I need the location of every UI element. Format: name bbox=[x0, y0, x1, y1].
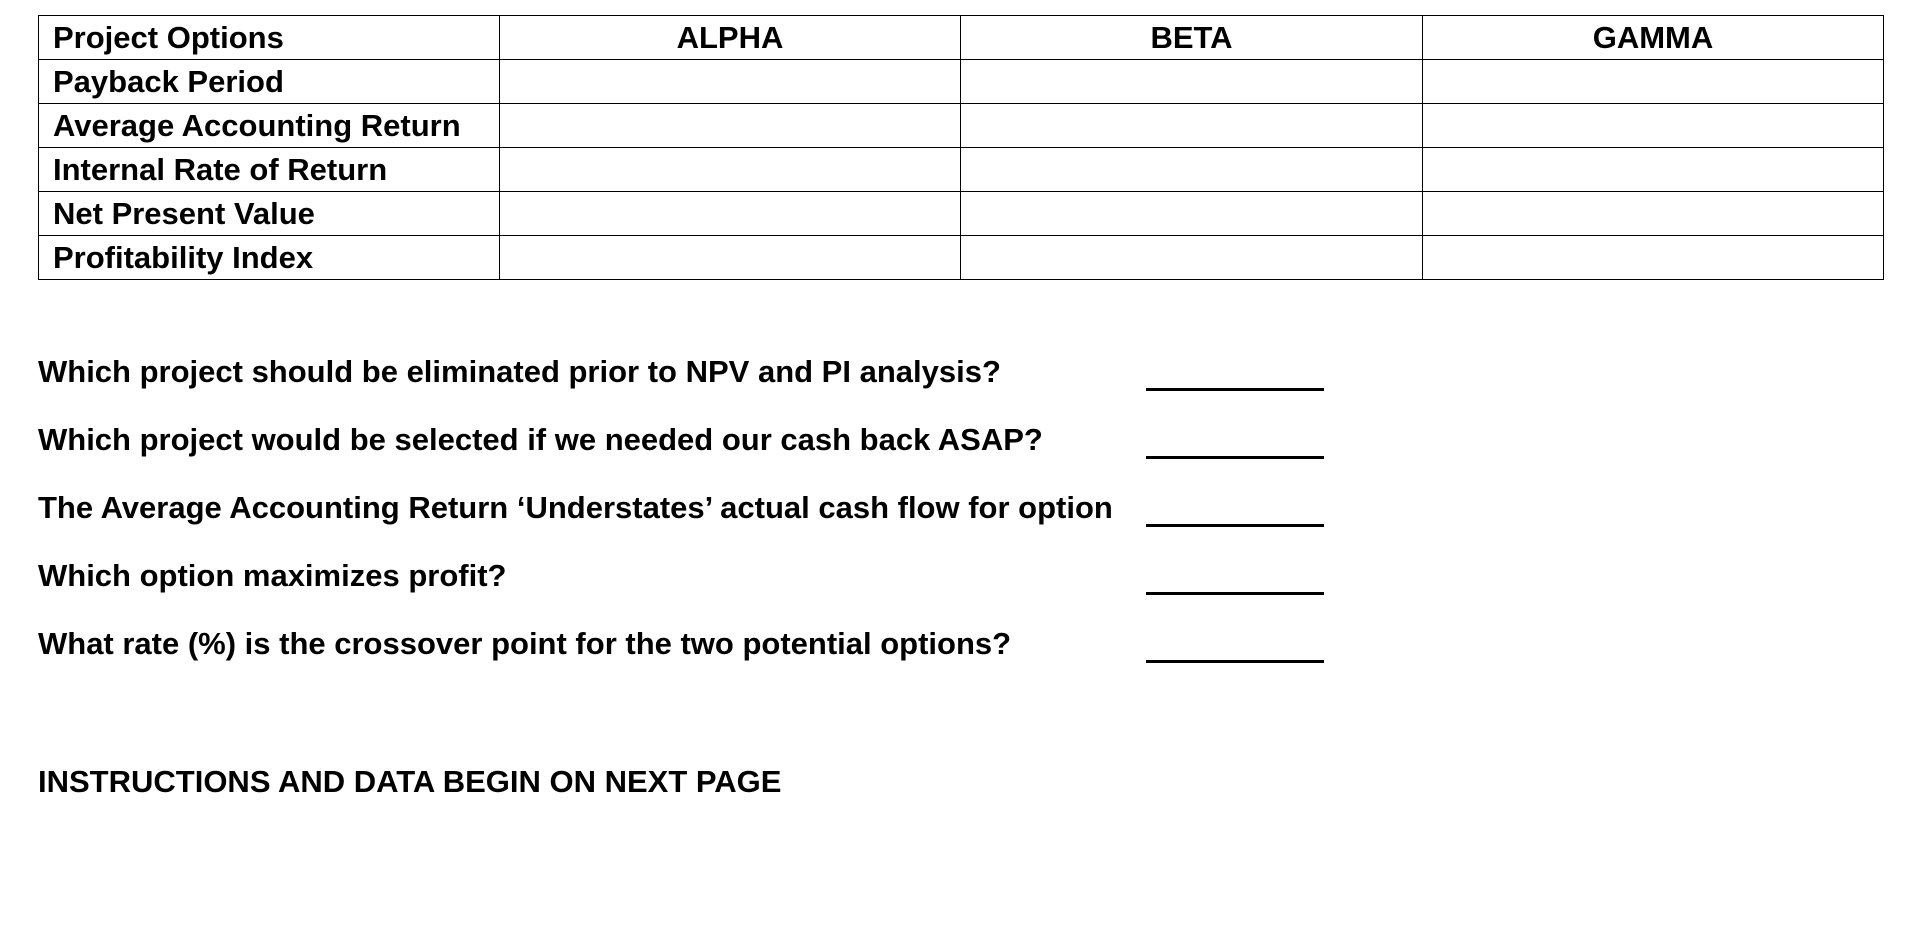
cell-beta-net-present-value[interactable] bbox=[961, 192, 1423, 236]
header-project-options: Project Options bbox=[39, 16, 500, 60]
cell-alpha-profitability-index[interactable] bbox=[500, 236, 961, 280]
question-item bbox=[38, 488, 1338, 556]
cell-alpha-payback-period[interactable] bbox=[500, 60, 961, 104]
cell-beta-profitability-index[interactable] bbox=[961, 236, 1423, 280]
table-row bbox=[39, 60, 1884, 104]
question-text: Which project would be selected if we needed our cash back ASAP? bbox=[38, 422, 1043, 457]
answer-blank[interactable] bbox=[1146, 660, 1324, 663]
cell-gamma-net-present-value[interactable] bbox=[1423, 192, 1884, 236]
row-label-average-accounting-return: Average Accounting Return bbox=[39, 104, 500, 148]
question-item bbox=[38, 556, 1338, 624]
answer-blank[interactable] bbox=[1146, 456, 1324, 459]
cell-gamma-average-accounting-return[interactable] bbox=[1423, 104, 1884, 148]
question-text: What rate (%) is the crossover point for the two potential options? bbox=[38, 626, 1012, 661]
question-item bbox=[38, 420, 1338, 488]
row-label-profitability-index: Profitability Index bbox=[39, 236, 500, 280]
cell-alpha-internal-rate-of-return[interactable] bbox=[500, 148, 961, 192]
cell-gamma-internal-rate-of-return[interactable] bbox=[1423, 148, 1884, 192]
cell-alpha-net-present-value[interactable] bbox=[500, 192, 961, 236]
header-alpha: ALPHA bbox=[500, 16, 961, 60]
question-item bbox=[38, 352, 1338, 420]
table-row bbox=[39, 104, 1884, 148]
question-text: Which project should be eliminated prior to NPV and PI analysis? bbox=[38, 354, 1001, 389]
table-row bbox=[39, 148, 1884, 192]
header-beta: BETA bbox=[961, 16, 1423, 60]
cell-alpha-average-accounting-return[interactable] bbox=[500, 104, 961, 148]
cell-gamma-profitability-index[interactable] bbox=[1423, 236, 1884, 280]
cell-beta-payback-period[interactable] bbox=[961, 60, 1423, 104]
answer-blank[interactable] bbox=[1146, 388, 1324, 391]
answer-blank[interactable] bbox=[1146, 524, 1324, 527]
question-text: The Average Accounting Return ‘Understates’ actual cash flow for option bbox=[38, 490, 1113, 525]
table-row bbox=[39, 236, 1884, 280]
question-item bbox=[38, 624, 1338, 692]
table-row bbox=[39, 192, 1884, 236]
table-header-row bbox=[39, 16, 1884, 60]
header-gamma: GAMMA bbox=[1423, 16, 1884, 60]
project-options-table bbox=[38, 15, 1884, 280]
cell-gamma-payback-period[interactable] bbox=[1423, 60, 1884, 104]
cell-beta-internal-rate-of-return[interactable] bbox=[961, 148, 1423, 192]
questions-list bbox=[38, 352, 1338, 692]
row-label-net-present-value: Net Present Value bbox=[39, 192, 500, 236]
cell-beta-average-accounting-return[interactable] bbox=[961, 104, 1423, 148]
row-label-payback-period: Payback Period bbox=[39, 60, 500, 104]
answer-blank[interactable] bbox=[1146, 592, 1324, 595]
next-page-note: INSTRUCTIONS AND DATA BEGIN ON NEXT PAGE bbox=[38, 764, 782, 799]
question-text: Which option maximizes profit? bbox=[38, 558, 507, 593]
row-label-internal-rate-of-return: Internal Rate of Return bbox=[39, 148, 500, 192]
